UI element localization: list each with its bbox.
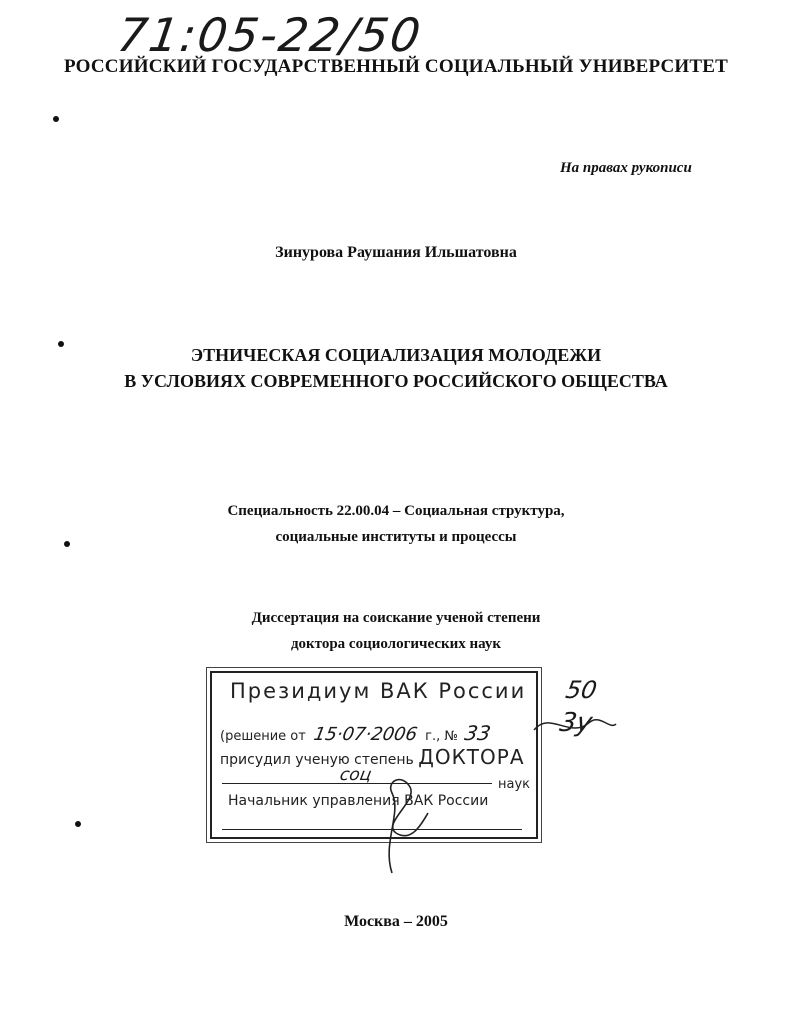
dissertation-title (0, 342, 792, 394)
binding-hole-mark (75, 821, 81, 827)
margin-note-text: 3у (557, 708, 595, 738)
binding-hole-mark (64, 541, 70, 547)
city-year: Москва – 2005 (344, 913, 448, 930)
awarded-degree: ДОКТОРА (418, 745, 525, 769)
decision-number-label: г., № (425, 729, 458, 744)
binding-hole-mark (53, 116, 59, 122)
field-handwritten: соц (338, 765, 374, 785)
author-name: Зинурова Раушания Ильшатовна (275, 244, 517, 261)
stamp-title: Президиум ВАК России (230, 679, 527, 703)
specialty (0, 498, 792, 550)
archive-code: 71:05-22/50 (114, 8, 426, 62)
manuscript-note: На правах рукописи (560, 160, 692, 176)
decision-date: 15·07·2006 (312, 724, 419, 745)
awarded-label: присудил ученую степень (220, 752, 414, 768)
degree-line-2: доктора социологических наук (290, 636, 502, 652)
signature-scribble (362, 753, 442, 893)
specialty-line-1: Специальность 22.00.04 – Социальная структура, (227, 503, 565, 519)
sciences-label: наук (497, 777, 530, 792)
degree-statement (0, 605, 792, 657)
specialty-line-2: социальные институты и процессы (275, 529, 517, 545)
vak-approval-stamp (210, 671, 538, 839)
university-name: РОССИЙСКИЙ ГОСУДАРСТВЕННЫЙ СОЦИАЛЬНЫЙ УНИВЕРСИТЕТ (63, 56, 728, 77)
title-line-2: В УСЛОВИЯХ СОВРЕМЕННОГО РОССИЙСКОГО ОБЩЕСТВА (124, 371, 668, 391)
stamp-decision (220, 721, 491, 745)
degree-line-1: Диссертация на соискание ученой степени (251, 610, 541, 626)
chief-label: Начальник управления ВАК России (228, 793, 489, 809)
margin-note-number: 50 (563, 676, 600, 704)
margin-flourish (530, 700, 620, 750)
decision-number: 33 (462, 721, 493, 745)
decision-label: (решение от (220, 729, 306, 744)
title-line-1: ЭТНИЧЕСКАЯ СОЦИАЛИЗАЦИЯ МОЛОДЕЖИ (190, 345, 602, 365)
